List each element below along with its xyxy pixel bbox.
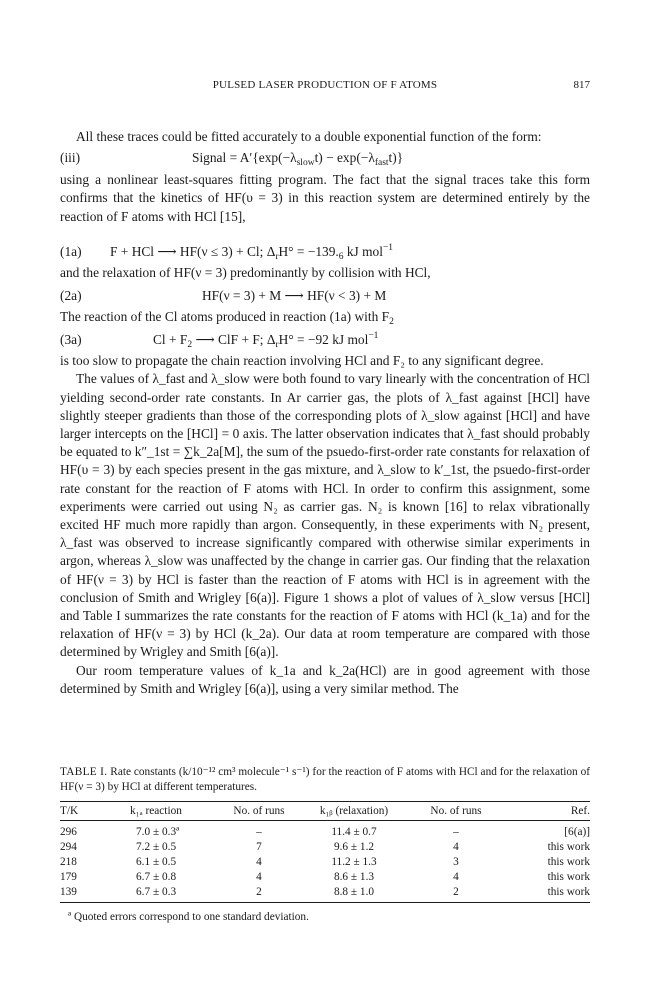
column-header: k₁ᵦ (relaxation) — [319, 805, 389, 817]
equation-iii — [60, 148, 590, 168]
equation-label: (3a) — [60, 332, 82, 348]
paragraph: Our room temperature values of k_1a and k_2a(HCl) are in good agreement with those determined by Smith and Wrigley [6(a)], using a very similar method. The — [60, 662, 590, 696]
table-row: 139 6.7 ± 0.3 2 8.8 ± 1.0 2 this work — [60, 884, 590, 903]
equation-3a — [60, 330, 590, 350]
equation-1a — [60, 242, 590, 262]
equation-expression: $Cl + F_2$ ⟶ ClF + F; $\Delta_rH^\circ = -92$ kJ mol$^{-1}$ — [153, 331, 379, 351]
equation-expression: F + HCl ⟶ HF(ν ≤ 3) + Cl; $\Delta_rH^\circ = -139._6$ kJ mol$^{-1}$ — [110, 242, 394, 262]
paragraph: is too slow to propagate the chain reaction involving HCl and F₂ to any significant degree. — [60, 353, 544, 369]
table-footnote: ª Quoted errors correspond to one standard deviation. — [68, 911, 309, 923]
table-header-row — [60, 802, 590, 821]
page-number: 817 — [573, 79, 590, 91]
page-header — [60, 79, 590, 95]
table-caption-text: Rate constants (k/10⁻¹² cm³ molecule⁻¹ s⁻¹) for the reaction of F atoms with HCl and for the relaxation of HF(ν = 3) by HCl at different temperatures. — [60, 766, 590, 793]
paragraph: All these traces could be fitted accurately to a double exponential function of the form: — [76, 129, 542, 144]
paragraph: The values of λ_fast and λ_slow were both found to vary linearly with the concentration of HCl yielding second-order rate constants. In Ar carrier gas, the plots of λ_fast against [HCl] have slightly steeper gradients than those of the corresponding plots of λ_slow against [HCl] and have larger intercepts on the [HCl] = 0 axis. The latter observation indicates that λ_fast should probably be equated to k″_1st = ∑k_2a[M], the sum of the psuedo-first-order rate constants for relaxation of HF(υ = 3) by each species present in the gas mixture, and λ_slow to k′_1st, the psuedo-first-order rate constant for the reaction of F atoms with HCl. In order to confirm this assignment, some experiments were carried out using N₂ as carrier gas. N₂ is known [16] to relax vibrationally excited HF much more rapidly than argon. Consequently, in these experiments with N₂ present, λ_fast was observed to increase significantly compared with otherwise similar experiments in argon, whereas λ_slow was unaffected by the change in carrier gas. Our finding that the relaxation of HF(ν = 3) by HCl is faster than the reaction of F atoms with HCl is in agreement with the conclusion of Smith and Wrigley [6(a)]. Figure 1 shows a plot of values of λ_slow versus [HCl] and Table I summarizes the rate constants for the reaction of F atoms with HCl (k_1a) and for the relaxation of HF(ν = 3) by HCl (k_2a). Our data at room temperature are compared with those determined by Wrigley and Smith [6(a)]. — [60, 371, 590, 660]
column-header: No. of runs — [233, 805, 285, 817]
column-header: Ref. — [570, 805, 590, 817]
running-title: PULSED LASER PRODUCTION OF F ATOMS — [212, 79, 438, 91]
table-row: 218 6.1 ± 0.5 4 11.2 ± 1.3 3 this work — [60, 855, 590, 868]
table-caption — [60, 765, 590, 795]
table-row: 294 7.2 ± 0.5 7 9.6 ± 1.2 4 this work — [60, 840, 590, 853]
table-caption-label: TABLE I. — [60, 766, 108, 778]
column-header: No. of runs — [430, 805, 482, 817]
equation-label: (1a) — [60, 243, 82, 259]
equation-label: (2a) — [60, 288, 82, 304]
paragraph: The reaction of the Cl atoms produced in reaction (1a) with $F_2$ — [60, 309, 394, 328]
column-header: k₁ₐ reaction — [130, 805, 182, 817]
equation-2a — [60, 286, 590, 306]
table-row: 179 6.7 ± 0.8 4 8.6 ± 1.3 4 this work — [60, 870, 590, 883]
paragraph: using a nonlinear least-squares fitting program. The fact that the signal traces take this form confirms that the kinetics of HF(υ = 3) in this reaction system are determined entirely by the reaction of F atoms with HCl [15], — [60, 172, 590, 224]
equation-label: (iii) — [60, 150, 81, 166]
paragraph: and the relaxation of HF(ν = 3) predominantly by collision with HCl, — [60, 264, 431, 280]
column-header: T/K — [60, 805, 79, 817]
table-block — [60, 765, 590, 923]
article-body — [60, 128, 590, 698]
table-row: 296 7.0 ± 0.3ª – 11.4 ± 0.7 – [6(a)] — [60, 825, 590, 838]
equation-expression: Signal = $A'\{\exp(-\lambda_{slow}t) - \exp(-\lambda_{fast}t)\}$ — [192, 150, 404, 169]
equation-expression: HF(ν = 3) + M ⟶ HF(ν < 3) + M — [202, 288, 387, 304]
rate-constants-table — [60, 801, 590, 903]
